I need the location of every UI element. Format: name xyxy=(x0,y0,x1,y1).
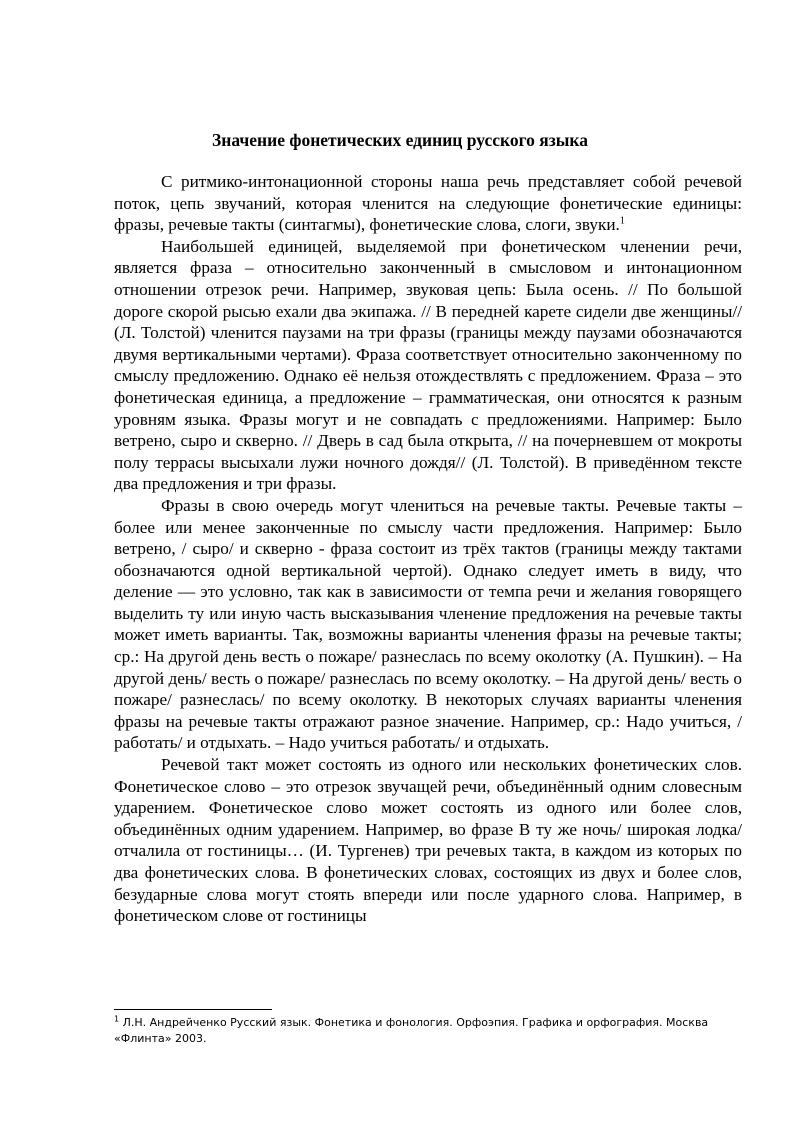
footnote xyxy=(114,1015,742,1047)
paragraph-3: Фразы в свою очередь могут члениться на речевые такты. Речевые такты – более или менее законченные по смыслу части предложения. Например: Было ветрено, / сыро/ и скверно - фраза состоит из трёх тактов (границы между тактами обозначаются одной вертикальной чертой). Однако следует иметь в виду, что деление — это условно, так как в зависимости от темпа речи и желания говорящего выделить ту или иную часть высказывания членение предложения на речевые такты может иметь варианты. Так, возможны варианты членения фразы на речевые такты; ср.: На другой день весть о пожаре/ разнеслась по всему околотку (А. Пушкин). – На другой день/ весть о пожаре/ разнеслась по всему околотку. – На другой день/ весть о пожаре/ разнеслась/ по всему околотку. В некоторых случаях варианты членения фразы на речевые такты отражают разное значение. Например, ср.: Надо учиться, / работать/ и отдыхать. – Надо учиться работать/ и отдыхать. xyxy=(114,495,742,753)
document-title: Значение фонетических единиц русского языка xyxy=(212,130,588,150)
footnote-reference[interactable]: 1 xyxy=(619,215,625,227)
footnote-number: 1 xyxy=(114,1014,120,1024)
footnote-text: Л.Н. Андрейченко Русский язык. Фонетика и фонология. Орфоэпия. Графика и орфография. Москва «Флинта» 2003. xyxy=(114,1016,709,1045)
paragraph-1 xyxy=(114,171,742,236)
footnote-separator xyxy=(114,1009,272,1010)
paragraph-1-text: С ритмико-интонационной стороны наша речь представляет собой речевой поток, цепь звучаний, которая членится на следующие фонетические единицы: фразы, речевые такты (синтагмы), фонетические слова, слоги, звуки. xyxy=(114,172,742,235)
document-body xyxy=(114,171,742,927)
paragraph-4: Речевой такт может состоять из одного или нескольких фонетических слов. Фонетическое слово – это отрезок звучащей речи, объединённый одним словесным ударением. Фонетическое слово может состоять из одного или более слов, объединённых одним ударением. Например, во фразе В ту же ночь/ широкая лодка/ отчалила от гостиницы… (И. Тургенев) три речевых такта, в каждом из которых по два фонетических слова. В фонетических словах, состоящих из двух и более слов, безударные слова могут стоять впереди или после ударного слова. Например, в фонетическом слове от гостиницы xyxy=(114,755,742,926)
paragraph-2: Наибольшей единицей, выделяемой при фонетическом членении речи, является фраза – относительно законченный в смысловом и интонационном отношении отрезок речи. Например, звуковая цепь: Была осень. // По большой дороге скорой рысью ехали два экипажа. // В передней карете сидели две женщины// (Л. Толстой) членится паузами на три фразы (границы между паузами обозначаются двумя вертикальными чертами). Фраза соответствует относительно законченному по смыслу предложению. Однако её нельзя отождествлять с предложением. Фраза – это фонетическая единица, а предложение – грамматическая, они относятся к разным уровням языка. Фразы могут и не совпадать с предложениями. Например: Было ветрено, сыро и скверно. // Дверь в сад была открыта, // на почерневшем от мокроты полу террасы высыхали лужи ночного дождя// (Л. Толстой). В приведённом тексте два предложения и три фразы. xyxy=(114,236,742,494)
